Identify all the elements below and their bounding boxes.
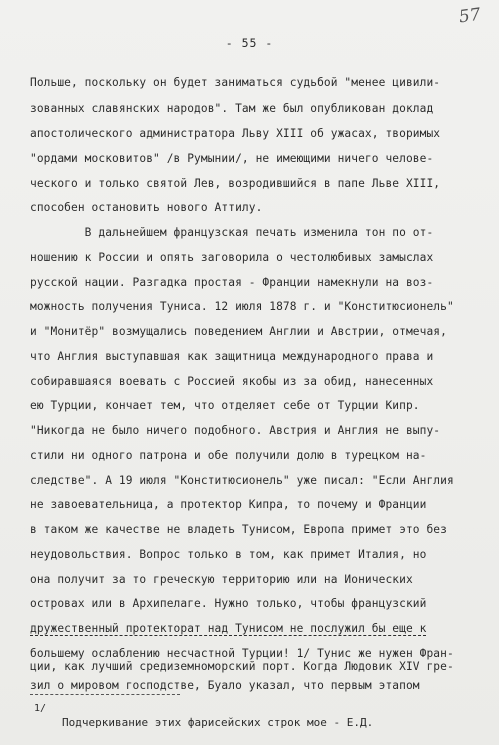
handwritten-page-number: 57	[458, 4, 483, 28]
text-line: апостолического администратора Льву XIII об ужасах, творимых	[30, 127, 441, 140]
text-line: ции, как лучший средиземноморский порт. Когда Людовик XIV гре-	[30, 660, 454, 673]
footnote-marker: 1/	[34, 703, 47, 714]
text-line: что Англия выступавшая как защитница международного права и	[30, 350, 434, 363]
text-line: и "Монитёр" возмущались поведением Англии и Австрии, отмечая,	[30, 325, 447, 338]
text-line: ческого и только святой Лев, возродившийся в папе Льве XIII,	[30, 177, 441, 190]
text-line: островах или в Архипелаге. Нужно только, чтобы французский	[30, 597, 427, 610]
text-line: ею Турции, кончает тем, что отделяет себе от Турции Кипр.	[30, 399, 420, 412]
text-line: собиравшаяся воевать с Россией якобы из за обид, нанесенных	[30, 375, 434, 388]
text-line: можность получения Туниса. 12 июля 1878 г. и "Конститюсионель"	[30, 300, 454, 313]
text-line: не завоевательница, а протектор Кипра, то почему и Франции	[30, 498, 427, 511]
underlined-text-line: дружественный протекторат над Тунисом не послужил бы еще к	[30, 622, 427, 635]
text-line: способен остановить нового Аттилу.	[30, 201, 263, 214]
text-line: она получит за то греческую территорию или на Ионических	[30, 573, 413, 586]
footnote-separator	[30, 694, 180, 695]
text-line: Польше, поскольку он будет заниматься судьбой "менее цивили-	[30, 76, 441, 89]
text-line: "ордами московитов" /в Румынии/, не имеющими ничего челове-	[30, 152, 434, 165]
text-line: следстве". А 19 июля "Конститюсионель" уже писал: "Если Англия	[30, 474, 454, 487]
text-line: ношению к России и опять заговорила о честолюбивых замыслах	[30, 251, 434, 264]
text-line: В дальнейшем французская печать изменила тон по от-	[30, 226, 434, 239]
text-line: зил о мировом господстве, Буало указал, что первым этапом	[30, 679, 420, 692]
text-line: в таком же качестве не владеть Тунисом, Европа примет это без	[30, 523, 447, 536]
footnote-text: Подчеркивание этих фарисейских строк мое - Е.Д.	[62, 716, 374, 729]
text-line: стили ни одного патрона и обе получили долю в турецком на-	[30, 449, 427, 462]
text-line: "Никогда не было ничего подобного. Австрия и Англия не выпу-	[30, 424, 441, 437]
text-line: неудовольствия. Вопрос только в том, как примет Италия, но	[30, 548, 427, 561]
text-line: зованных славянских народов". Там же был опубликован доклад	[30, 102, 434, 115]
text-line: большему ослаблению несчастной Турции! 1/ Тунис же нужен Фран-	[30, 647, 454, 660]
text-line: русской нации. Разгадка простая - Франции намекнули на воз-	[30, 276, 434, 289]
page-number: - 55 -	[225, 36, 274, 50]
